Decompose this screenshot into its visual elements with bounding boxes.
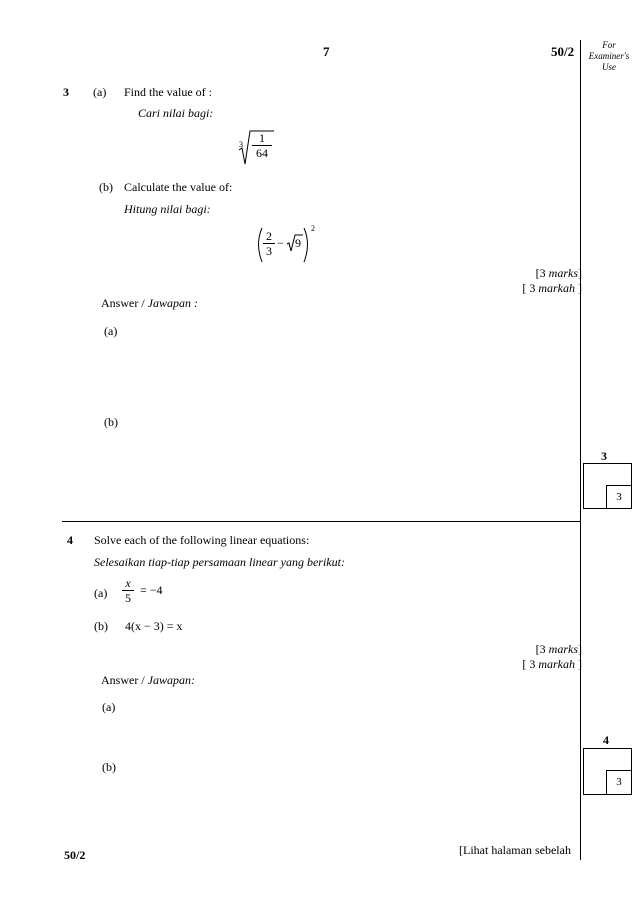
q4-text-en: Solve each of the following linear equations: <box>94 533 310 547</box>
q3b-text-en: Calculate the value of: <box>124 180 233 194</box>
q3-marks-ms: [ 3 markah ] <box>522 281 582 295</box>
equation-rhs: = −4 <box>140 583 163 597</box>
q4-answer-b-label: (b) <box>102 760 116 774</box>
fraction-x-over-5: $\frac{x}{5}$ <box>122 576 134 605</box>
q4b-expression: 4(x − 3) = x <box>125 619 183 633</box>
next-page-note: [Lihat halaman sebelah <box>459 843 571 857</box>
paper-code-header: 50/2 <box>551 44 575 59</box>
paper-code-footer: 50/2 <box>64 848 86 862</box>
q3-number: 3 <box>63 85 69 99</box>
q3-examiner-box-number: 3 <box>601 449 607 463</box>
q3a-cube-root-expression <box>236 128 276 168</box>
q4-number: 4 <box>67 533 73 547</box>
q4-marks-box: 3 <box>606 770 632 795</box>
q4-answer-a-label: (a) <box>102 700 116 714</box>
radicand: 9 <box>295 236 301 250</box>
q3-marks-box: 3 <box>606 485 632 509</box>
question-divider <box>62 521 580 522</box>
q3-answer-a-label: (a) <box>104 324 118 338</box>
fraction-one-over-64: 1 64 <box>252 131 272 160</box>
fraction-two-thirds: 2 3 <box>263 229 275 258</box>
page-number: 7 <box>323 44 330 59</box>
q3b-label: (b) <box>99 180 113 194</box>
minus-operator: − <box>277 236 284 250</box>
q3b-text-ms: Hitung nilai bagi: <box>124 202 211 216</box>
examiner-margin-line <box>580 40 581 860</box>
q4-text-ms: Selesaikan tiap-tiap persamaan linear yang berikut: <box>94 555 345 569</box>
q4b-label: (b) <box>94 619 108 633</box>
examiner-use-note: For Examiner's Use <box>588 40 630 72</box>
q3-answer-label: Answer / Jawapan : <box>101 296 198 310</box>
root-index: 3 <box>239 140 243 149</box>
q4-examiner-box-number: 4 <box>603 733 609 747</box>
q4a-label: (a) <box>94 586 108 600</box>
q3a-text-en: Find the value of : <box>124 85 212 99</box>
q3a-text-ms: Cari nilai bagi: <box>138 106 214 120</box>
q4-marks-en: [3 marks] <box>535 642 582 656</box>
q4a-expression <box>122 576 163 610</box>
exponent: 2 <box>311 224 315 233</box>
q3-marks-en: [3 marks] <box>535 266 582 280</box>
q3-answer-b-label: (b) <box>104 415 118 429</box>
q3b-expression <box>254 224 324 266</box>
q3a-label: (a) <box>93 85 107 99</box>
q4-answer-label: Answer / Jawapan: <box>101 673 195 687</box>
q4-marks-ms: [ 3 markah ] <box>522 657 582 671</box>
